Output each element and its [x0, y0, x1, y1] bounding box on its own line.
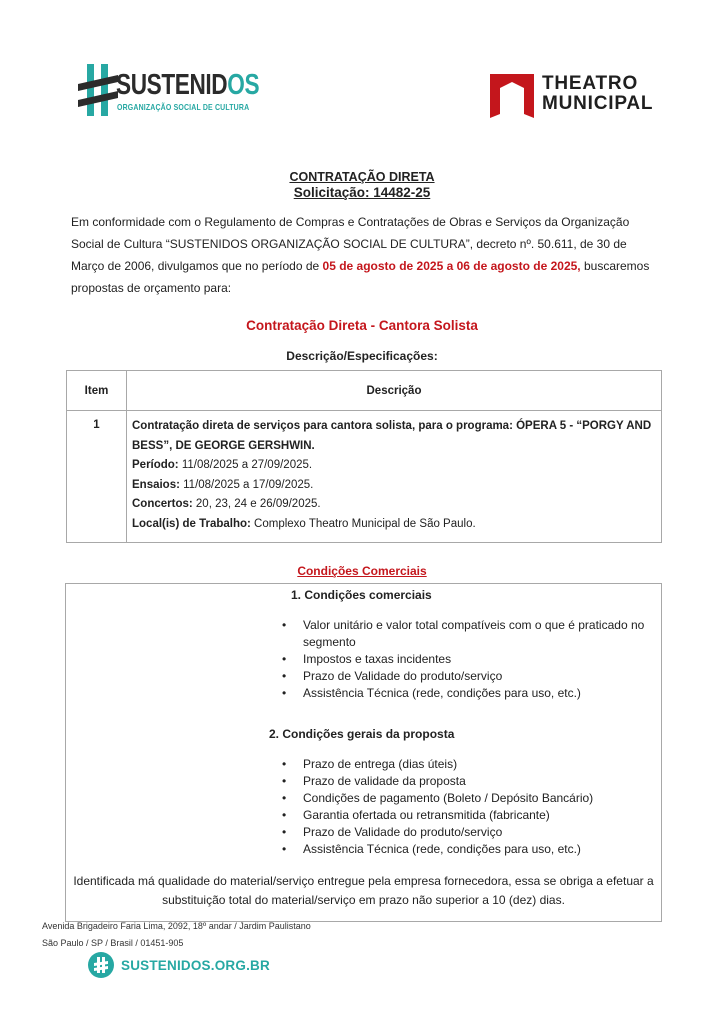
item-description: Contratação direta de serviços para cantora solista, para o programa: ÓPERA 5 - “PORGY AND BESS”, DE GEORGE GERSHWIN. Período: 11/08/2025 a 27/09/2025. Ensaios: 11/08/2025 a 17/09/2025. Concertos: 20, 23, 24 e 26/09/2025. Local(is) de Trabalho: Complexo Theatro Municipal de São Paulo.: [127, 411, 662, 543]
website-link[interactable]: SUSTENIDOS.ORG.BR: [121, 958, 270, 973]
detail-rehearsals: Ensaios: 11/08/2025 a 17/09/2025.: [132, 478, 314, 491]
detail-period: Período: 11/08/2025 a 27/09/2025.: [132, 459, 313, 471]
sustenidos-wordmark: SUSTENIDOS: [116, 69, 260, 101]
theatro-municipal-wordmark: THEATRO MUNICIPAL: [542, 73, 654, 114]
list-item: • Garantia ofertada ou retransmitida (fabricante): [282, 808, 550, 822]
detail-concerts: Concertos: 20, 23, 24 e 26/09/2025.: [132, 498, 321, 510]
conditions-box: [65, 583, 662, 922]
request-number: Solicitação: 14482-25: [293, 185, 431, 200]
table-header-row: [67, 371, 662, 411]
list-item: • Condições de pagamento (Boleto / Depósito Bancário): [282, 791, 594, 805]
header-item: Item: [67, 371, 127, 411]
conditions-group2-heading: 2. Condições gerais da proposta: [269, 727, 455, 741]
intro-paragraph: Em conformidade com o Regulamento de Compras e Contratações de Obras e Serviços da Organização Social de Cultura “SUSTENIDOS ORGANIZAÇÃO SOCIAL DE CULTURA”, decreto nº. 50.611, de 30 de Março de 2006, divulgamos que no período de 05 de agosto de 2025 a 06 de agosto de 2025, buscaremos propostas de orçamento para:: [71, 215, 650, 295]
list-item: • Assistência Técnica (rede, condições para uso, etc.): [282, 842, 581, 856]
document-title-block: [0, 170, 724, 200]
conditions-group1-list: [282, 617, 653, 702]
conditions-group2-list: [282, 756, 653, 858]
items-table: [66, 370, 662, 543]
list-item: • Prazo de Validade do produto/serviço: [282, 669, 503, 683]
list-item: • Prazo de Validade do produto/serviço: [282, 825, 503, 839]
hash-icon: [78, 64, 118, 116]
header-description: Descrição: [127, 371, 662, 411]
conditions-group1-heading: 1. Condições comerciais: [291, 588, 432, 602]
theatro-municipal-logo: [490, 72, 660, 122]
list-item: • Impostos e taxas incidentes: [282, 652, 452, 666]
hash-circle-icon: [88, 952, 114, 978]
sustenidos-logo: [78, 62, 258, 122]
detail-location: Local(is) de Trabalho: Complexo Theatro Municipal de São Paulo.: [132, 517, 476, 530]
list-item: • Assistência Técnica (rede, condições para uso, etc.): [282, 686, 581, 700]
table-row: [67, 411, 662, 543]
document-title: CONTRATAÇÃO DIRETA: [289, 170, 435, 184]
list-item: • Prazo de validade da proposta: [282, 774, 466, 788]
quality-note: Identificada má qualidade do material/serviço entregue pela empresa fornecedora, essa se obriga a efetuar a substituição total do material/serviço em prazo não superior a 10 (dez) dias.: [73, 874, 654, 907]
section-subtitle: Descrição/Especificações:: [286, 349, 438, 363]
list-item: • Valor unitário e valor total compatíveis com o que é praticado no segmento: [282, 618, 645, 649]
item-number: 1: [67, 411, 127, 543]
conditions-title: Condições Comerciais: [297, 564, 427, 578]
footer-address: Avenida Brigadeiro Faria Lima, 2092, 18º andar / Jardim Paulistano São Paulo / SP / Brasil / 01451-905: [42, 921, 311, 948]
list-item: • Prazo de entrega (dias úteis): [282, 757, 458, 771]
sustenidos-subtitle: ORGANIZAÇÃO SOCIAL DE CULTURA: [117, 102, 250, 112]
period-highlight: 05 de agosto de 2025 a 06 de agosto de 2025,: [322, 259, 581, 273]
section-title: Contratação Direta - Cantora Solista: [246, 318, 478, 333]
theatre-arch-icon: [490, 74, 534, 118]
